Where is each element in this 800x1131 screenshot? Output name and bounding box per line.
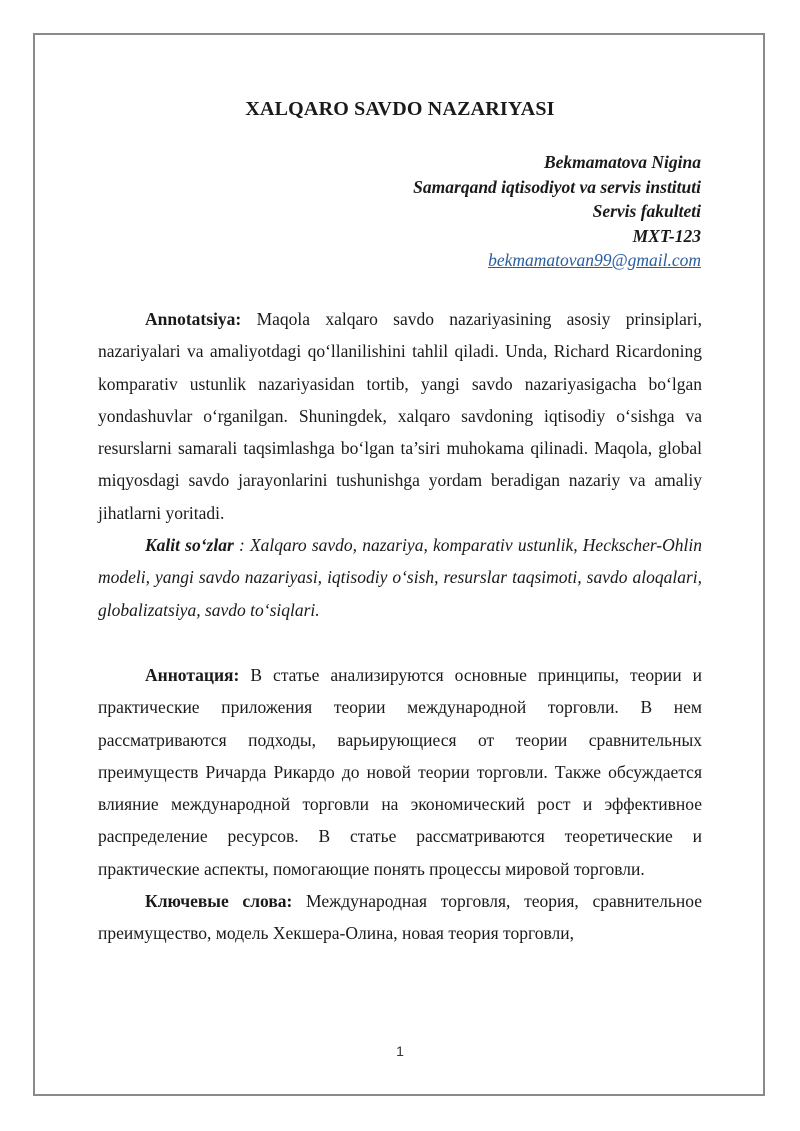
abstract-uz-text: Maqola xalqaro savdo nazariyasining asosiy prinsiplari, nazariyalari va amaliyotdagi qo‘llanilishini tahlil qiladi. Unda, Richard Ricardoning komparativ ustunlik nazariyasidan tortib, yangi savdo nazariyasigacha bo‘lgan yondashuvlar o‘rganilgan. Shuningdek, xalqaro savdoning iqtisodiy o‘sishga va resurslarni samarali taqsimlashga bo‘lgan ta’siri muhokama qilinadi. Maqola, global miqyosdagi savdo jarayonlarini tushunishga yordam beradigan nazariy va amaliy jihatlarni yoritadi.: [98, 309, 702, 523]
author-institution: Samarqand iqtisodiyot va servis instituti: [413, 176, 701, 197]
keywords-ru: [98, 885, 702, 950]
keywords-ru-label: Ключевые слова:: [145, 891, 293, 912]
page-number: 1: [396, 1043, 404, 1059]
abstract-section-ru: [98, 659, 702, 950]
page-title: XALQARO SAVDO NAZARIYASI: [245, 98, 555, 120]
keywords-uz-label: Kalit so‘zlar: [145, 535, 234, 556]
abstract-uz: [98, 303, 702, 529]
author-name: Bekmamatova Nigina: [543, 152, 701, 172]
keywords-uz: [98, 529, 702, 626]
author-group: MXT-123: [632, 225, 701, 246]
keywords-uz-text: : Xalqaro savdo, nazariya, komparativ ustunlik, Heckscher-Ohlin modeli, yangi savdo nazariyasi, iqtisodiy o‘sish, resurslar taqsimoti, savdo aloqalari, globalizatsiya, savdo to‘siqlari.: [98, 535, 702, 620]
abstract-ru-label: Аннотация:: [145, 665, 240, 685]
author-faculty: Servis fakulteti: [592, 201, 701, 221]
author-email-link[interactable]: bekmamatovan99@gmail.com: [488, 250, 701, 270]
abstract-section-uz: [98, 303, 702, 626]
abstract-ru: [98, 659, 702, 885]
abstract-ru-text: В статье анализируются основные принципы, теории и практические приложения теории международной торговли. В нем рассматриваются подходы, варьирующиеся от теории сравнительных преимуществ Ричарда Рикардо до новой теории торговли. Также обсуждается влияние международной торговли на экономический рост и эффективное распределение ресурсов. В статье рассматриваются теоретические и практические аспекты, помогающие понять процессы мировой торговли.: [98, 665, 702, 879]
keywords-ru-text: Международная торговля, теория, сравнительное преимущество, модель Хекшера-Олина, новая теория торговли,: [98, 891, 702, 944]
abstract-uz-label: Annotatsiya:: [145, 309, 242, 329]
author-block: [413, 150, 701, 273]
